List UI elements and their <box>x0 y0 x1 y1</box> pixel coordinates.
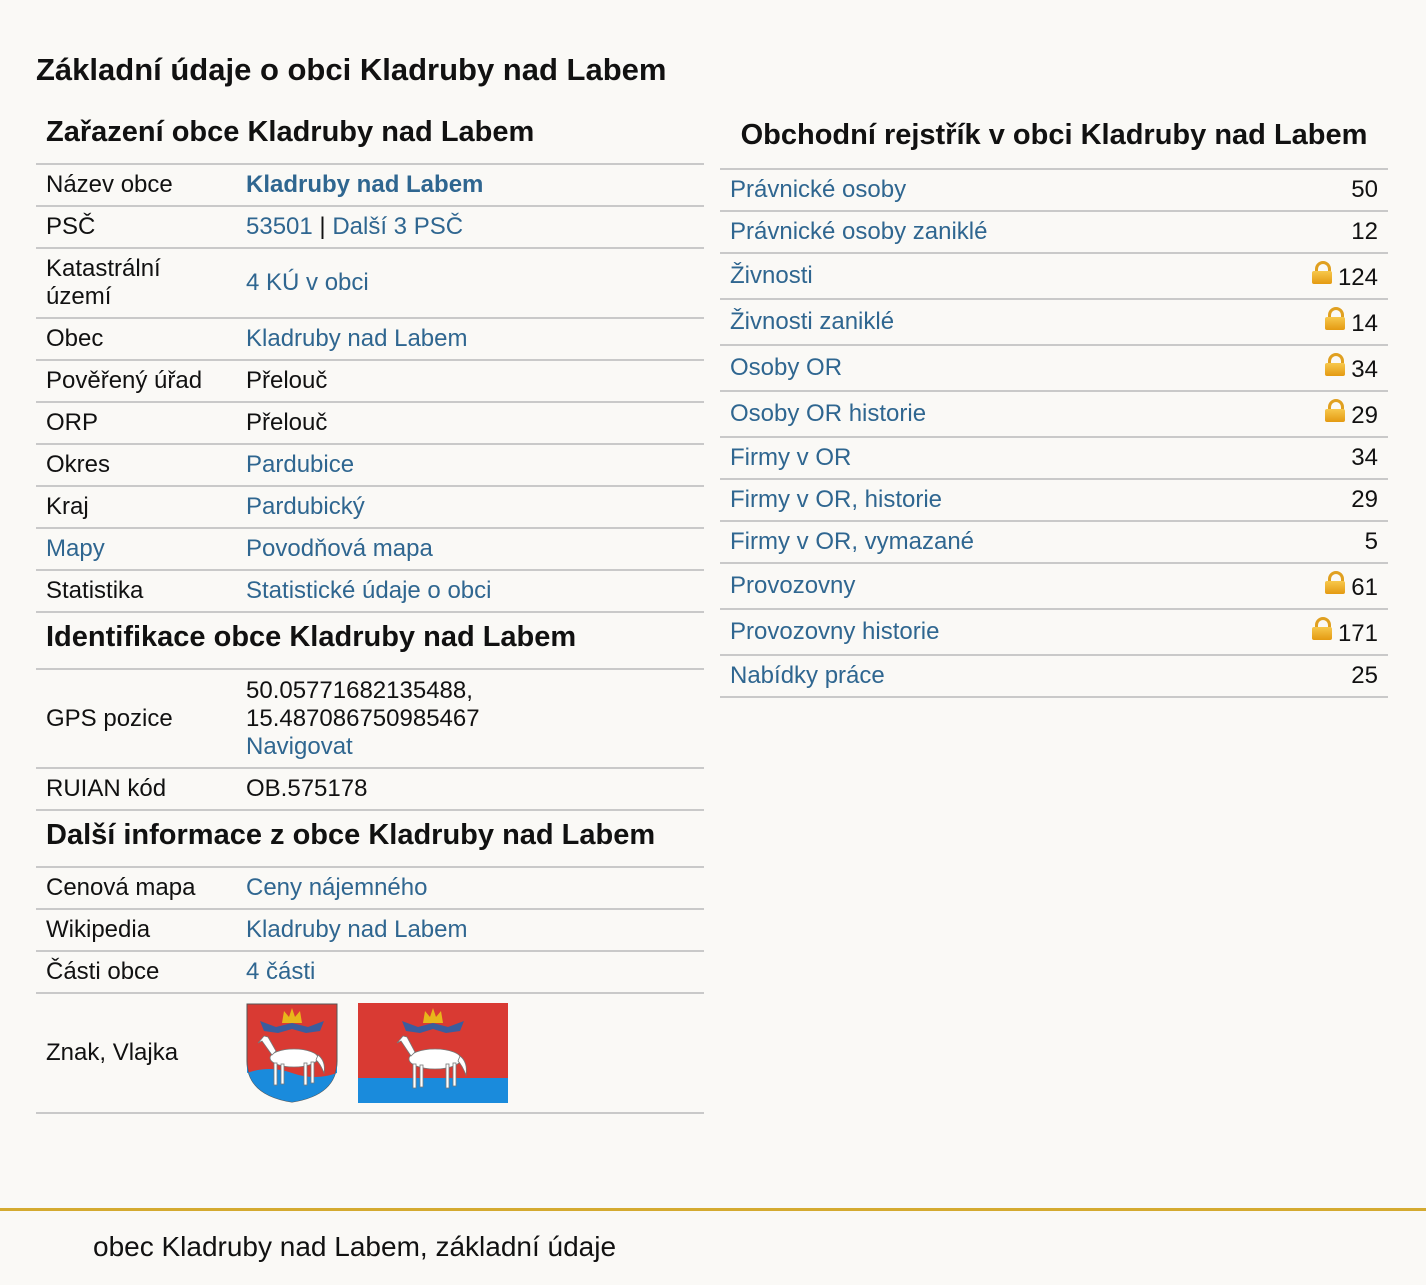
identifikace-title: Identifikace obce Kladruby nad Labem <box>36 613 704 670</box>
page-title: Základní údaje o obci Kladruby nad Labem <box>36 52 667 87</box>
gps-lon: 15.487086750985467 <box>246 704 480 732</box>
row-label: Obec <box>36 318 236 360</box>
lock-icon <box>1325 307 1345 329</box>
identifikace-table <box>36 670 704 811</box>
dalsi-title: Další informace z obce Kladruby nad Labem <box>36 811 704 868</box>
rejstrik-count: 171 <box>1337 619 1378 647</box>
lock-icon <box>1312 617 1332 639</box>
table-row <box>720 345 1388 391</box>
mapy-link[interactable]: Mapy <box>46 535 105 562</box>
table-row <box>36 444 704 486</box>
rejstrik-table <box>720 170 1388 698</box>
row-label: Znak, Vlajka <box>36 993 236 1113</box>
left-column <box>36 108 704 1114</box>
row-label: Cenová mapa <box>36 868 236 909</box>
table-row <box>720 437 1388 479</box>
rejstrik-link[interactable]: Provozovny <box>730 572 856 599</box>
row-label: Okres <box>36 444 236 486</box>
table-row <box>720 211 1388 253</box>
rejstrik-link[interactable]: Právnické osoby zaniklé <box>730 218 988 245</box>
table-row <box>36 360 704 402</box>
rejstrik-count: 14 <box>1351 309 1378 337</box>
casti-link[interactable]: 4 části <box>246 958 316 985</box>
row-label: Části obce <box>36 951 236 993</box>
table-row <box>36 248 704 318</box>
rejstrik-count: 34 <box>1228 437 1388 479</box>
gps-lat: 50.05771682135488, <box>246 676 473 704</box>
row-label: Kraj <box>36 486 236 528</box>
row-label: Pověřený úřad <box>36 360 236 402</box>
table-row <box>36 670 704 768</box>
flag-image[interactable] <box>358 1003 508 1103</box>
table-row <box>720 479 1388 521</box>
table-row <box>36 868 704 909</box>
rejstrik-count: 29 <box>1351 401 1378 429</box>
row-label: Katastrální území <box>36 248 236 318</box>
rejstrik-link[interactable]: Firmy v OR, vymazané <box>730 528 975 555</box>
row-label: RUIAN kód <box>36 768 236 810</box>
rejstrik-count: 5 <box>1228 521 1388 563</box>
psc-link[interactable]: 53501 <box>246 213 313 240</box>
right-column <box>720 108 1388 698</box>
lock-icon <box>1325 571 1345 593</box>
table-row <box>36 909 704 951</box>
ruian-value: OB.575178 <box>236 768 704 810</box>
povereny-urad-value: Přelouč <box>236 360 704 402</box>
rejstrik-link[interactable]: Provozovny historie <box>730 618 940 645</box>
rejstrik-count: 124 <box>1337 263 1378 291</box>
table-row <box>36 993 704 1113</box>
row-label: GPS pozice <box>36 670 236 768</box>
row-label: Statistika <box>36 570 236 612</box>
rejstrik-link[interactable]: Firmy v OR <box>730 444 852 471</box>
table-row <box>36 402 704 444</box>
table-row <box>36 951 704 993</box>
footer <box>0 1208 1426 1285</box>
rejstrik-link[interactable]: Osoby OR historie <box>730 400 927 427</box>
katastr-link[interactable]: 4 KÚ v obci <box>246 269 369 296</box>
table-row <box>720 299 1388 345</box>
zarazeni-table <box>36 165 704 613</box>
rejstrik-count: 50 <box>1228 170 1388 211</box>
table-row <box>36 528 704 570</box>
rejstrik-link[interactable]: Právnické osoby <box>730 176 907 203</box>
table-row <box>36 486 704 528</box>
table-row <box>36 318 704 360</box>
table-row <box>720 609 1388 655</box>
table-row <box>720 563 1388 609</box>
statistika-link[interactable]: Statistické údaje o obci <box>246 577 492 604</box>
rejstrik-link[interactable]: Živnosti <box>730 262 813 289</box>
table-row <box>36 570 704 612</box>
rejstrik-count: 29 <box>1228 479 1388 521</box>
table-row <box>720 253 1388 299</box>
more-psc-link[interactable]: Další 3 PSČ <box>332 213 464 240</box>
povodnova-mapa-link[interactable]: Povodňová mapa <box>246 535 433 562</box>
rejstrik-count: 12 <box>1228 211 1388 253</box>
table-row <box>36 165 704 206</box>
rejstrik-link[interactable]: Živnosti zaniklé <box>730 308 895 335</box>
footer-text: obec Kladruby nad Labem, základní údaje <box>93 1231 617 1262</box>
table-row <box>36 206 704 248</box>
table-row <box>36 768 704 810</box>
zarazeni-title: Zařazení obce Kladruby nad Labem <box>36 108 704 165</box>
table-row <box>720 170 1388 211</box>
row-label: ORP <box>36 402 236 444</box>
rejstrik-count: 61 <box>1351 573 1378 601</box>
okres-link[interactable]: Pardubice <box>246 451 355 478</box>
kraj-link[interactable]: Pardubický <box>246 493 365 520</box>
ceny-link[interactable]: Ceny nájemného <box>246 874 428 901</box>
obec-link[interactable]: Kladruby nad Labem <box>246 325 468 352</box>
lock-icon <box>1325 353 1345 375</box>
nazev-obce-link[interactable]: Kladruby nad Labem <box>246 171 484 198</box>
table-row <box>720 521 1388 563</box>
table-row <box>720 391 1388 437</box>
row-label: PSČ <box>36 206 236 248</box>
row-label: Wikipedia <box>36 909 236 951</box>
psc-separator: | <box>319 213 326 240</box>
rejstrik-link[interactable]: Nabídky práce <box>730 662 885 689</box>
navigate-link[interactable]: Navigovat <box>246 732 353 760</box>
rejstrik-count: 25 <box>1228 655 1388 697</box>
orp-value: Přelouč <box>236 402 704 444</box>
table-row <box>720 655 1388 697</box>
lock-icon <box>1325 399 1345 421</box>
rejstrik-link[interactable]: Osoby OR <box>730 354 843 381</box>
coat-of-arms-image[interactable] <box>246 1003 338 1103</box>
rejstrik-link[interactable]: Firmy v OR, historie <box>730 486 943 513</box>
dalsi-table <box>36 868 704 1114</box>
rejstrik-title: Obchodní rejstřík v obci Kladruby nad Labem <box>720 108 1388 170</box>
rejstrik-count: 34 <box>1351 355 1378 383</box>
lock-icon <box>1312 261 1332 283</box>
wikipedia-link[interactable]: Kladruby nad Labem <box>246 916 468 943</box>
row-label: Název obce <box>36 165 236 206</box>
